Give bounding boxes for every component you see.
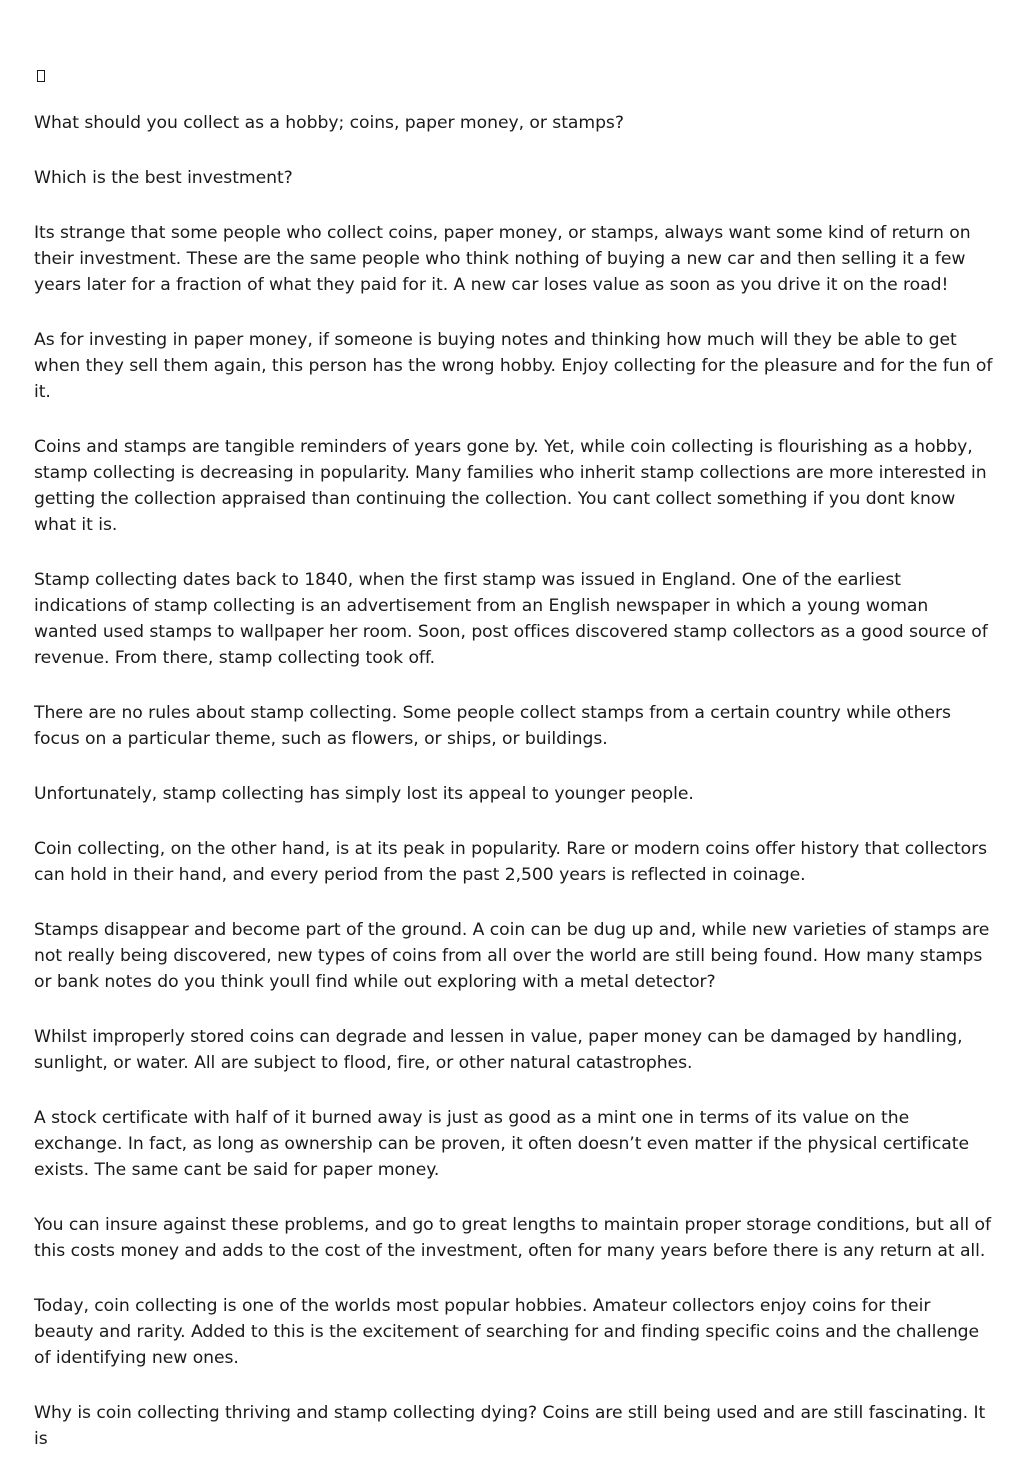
paragraph-10: Stamps disappear and become part of the ground. A coin can be dug up and, while new varieties of stamps are not really being discovered, new types of coins from all over the world are still being found. How many stamps or bank notes do you think youll find while out exploring with a metal detector? bbox=[34, 920, 990, 992]
paragraph-2: Which is the best investment? bbox=[34, 168, 293, 188]
paragraph-9: Coin collecting, on the other hand, is at its peak in popularity. Rare or modern coins offer history that collectors can hold in their hand, and every period from the past 2,500 years is reflected in coinage. bbox=[34, 839, 988, 885]
paragraph-3: Its strange that some people who collect coins, paper money, or stamps, always want some kind of return on their investment. These are the same people who think nothing of buying a new car and then selling it a few years later for a fraction of what they paid for it. A new car loses value as soon as you drive it on the road! bbox=[34, 223, 971, 295]
paragraph-12: A stock certificate with half of it burned away is just as good as a mint one in terms of its value on the exchange. In fact, as long as ownership can be proven, it often doesn’t even matter if the physical certificate exists. The same cant be said for paper money. bbox=[34, 1108, 969, 1180]
paragraph-11: Whilst improperly stored coins can degrade and lessen in value, paper money can be damaged by handling, sunlight, or water. All are subject to flood, fire, or other natural catastrophes. bbox=[34, 1027, 963, 1073]
paragraph-13: You can insure against these problems, and go to great lengths to maintain proper storage conditions, but all of this costs money and adds to the cost of the investment, often for many years before there is any return at all. bbox=[34, 1215, 991, 1261]
paragraph-5: Coins and stamps are tangible reminders of years gone by. Yet, while coin collecting is flourishing as a hobby, stamp collecting is decreasing in popularity. Many families who inherit stamp collections are more interested in getting the collection appraised than continuing the collection. You cant collect something if you dont know what it is. bbox=[34, 437, 987, 535]
box-icon bbox=[37, 70, 45, 82]
paragraph-14: Today, coin collecting is one of the worlds most popular hobbies. Amateur collectors enjoy coins for their beauty and rarity. Added to this is the excitement of searching for and finding specific coins and the challenge of identifying new ones. bbox=[34, 1296, 980, 1368]
paragraph-6: Stamp collecting dates back to 1840, when the first stamp was issued in England. One of the earliest indications of stamp collecting is an advertisement from an English newspaper in which a young woman wanted used stamps to wallpaper her room. Soon, post offices discovered stamp collectors as a good source of revenue. From there, stamp collecting took off. bbox=[34, 570, 988, 668]
paragraph-7: There are no rules about stamp collecting. Some people collect stamps from a certain country while others focus on a particular theme, such as flowers, or ships, or buildings. bbox=[34, 703, 951, 749]
missing-glyph-box-icon bbox=[34, 70, 994, 110]
paragraph-4: As for investing in paper money, if someone is buying notes and thinking how much will they be able to get when they sell them again, this person has the wrong hobby. Enjoy collecting for the pleasure and for the fun of it. bbox=[34, 330, 993, 402]
document-page bbox=[34, 64, 994, 1481]
paragraph-1: What should you collect as a hobby; coins, paper money, or stamps? bbox=[34, 113, 624, 133]
paragraph-8: Unfortunately, stamp collecting has simply lost its appeal to younger people. bbox=[34, 784, 694, 804]
paragraph-15: Why is coin collecting thriving and stamp collecting dying? Coins are still being used and are still fascinating. It is bbox=[34, 1403, 986, 1449]
